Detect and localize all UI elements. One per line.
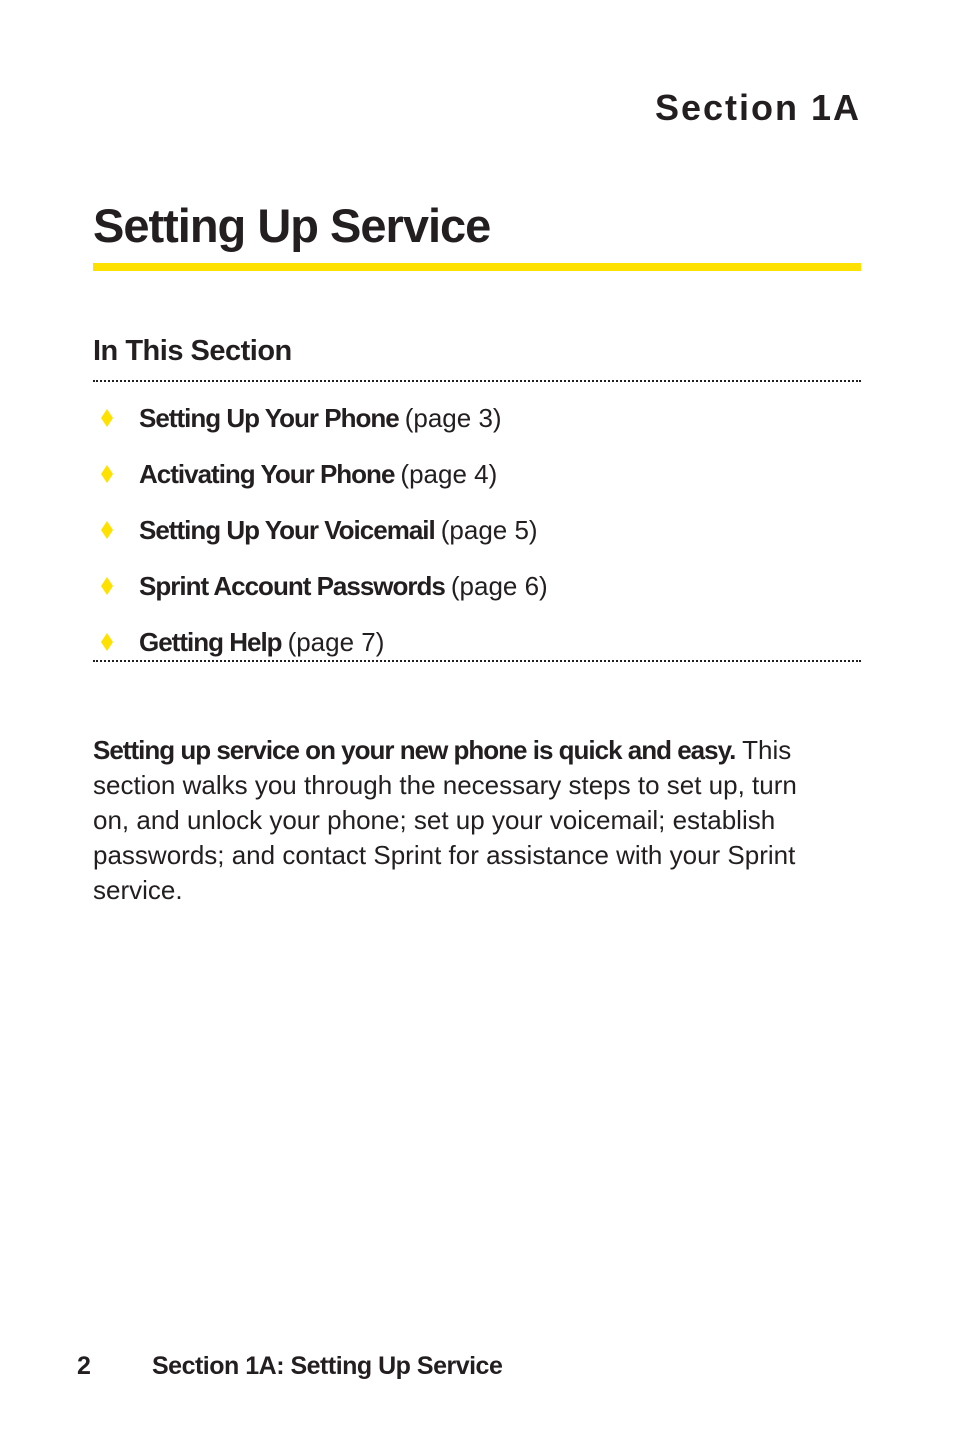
- page-footer: [77, 1348, 502, 1384]
- toc-item-title: Getting Help: [139, 627, 282, 657]
- title-underline-rule: [93, 263, 861, 271]
- section-contents-list: [93, 390, 861, 670]
- toc-item-title: Activating Your Phone: [139, 459, 395, 489]
- list-item: [93, 390, 861, 446]
- list-item: [93, 558, 861, 614]
- diamond-bullet-icon: [95, 623, 119, 661]
- toc-item-page-ref: (page 5): [440, 515, 538, 545]
- toc-item-page-ref: (page 3): [404, 403, 502, 433]
- diamond-bullet-icon: [95, 511, 119, 549]
- toc-item-page-ref: (page 6): [450, 571, 548, 601]
- running-title: Section 1A: Setting Up Service: [152, 1352, 503, 1380]
- diamond-bullet-icon: [95, 399, 119, 437]
- toc-item-page-ref: (page 4): [400, 459, 498, 489]
- intro-body: This section walks you through the necessary steps to set up, turn on, and unlock your phone; set up your voicemail; establish passwords; and contact Sprint for assistance with your Sprint service.: [93, 735, 797, 905]
- intro-lead: Setting up service on your new phone is quick and easy.: [93, 735, 736, 765]
- list-item: [93, 502, 861, 558]
- toc-item-title: Setting Up Your Voicemail: [139, 515, 435, 545]
- diamond-bullet-icon: [95, 455, 119, 493]
- in-this-section-heading: In This Section: [93, 335, 292, 367]
- diamond-bullet-icon: [95, 567, 119, 605]
- page-number: 2: [77, 1352, 91, 1380]
- intro-paragraph: [93, 733, 813, 908]
- dotted-divider-bottom: [93, 660, 861, 662]
- page-title: Setting Up Service: [93, 199, 491, 252]
- toc-item-title: Setting Up Your Phone: [139, 403, 399, 433]
- section-label: Section 1A: [654, 87, 861, 128]
- toc-item-title: Sprint Account Passwords: [139, 571, 445, 601]
- toc-item-page-ref: (page 7): [287, 627, 385, 657]
- list-item: [93, 446, 861, 502]
- dotted-divider-top: [93, 380, 861, 382]
